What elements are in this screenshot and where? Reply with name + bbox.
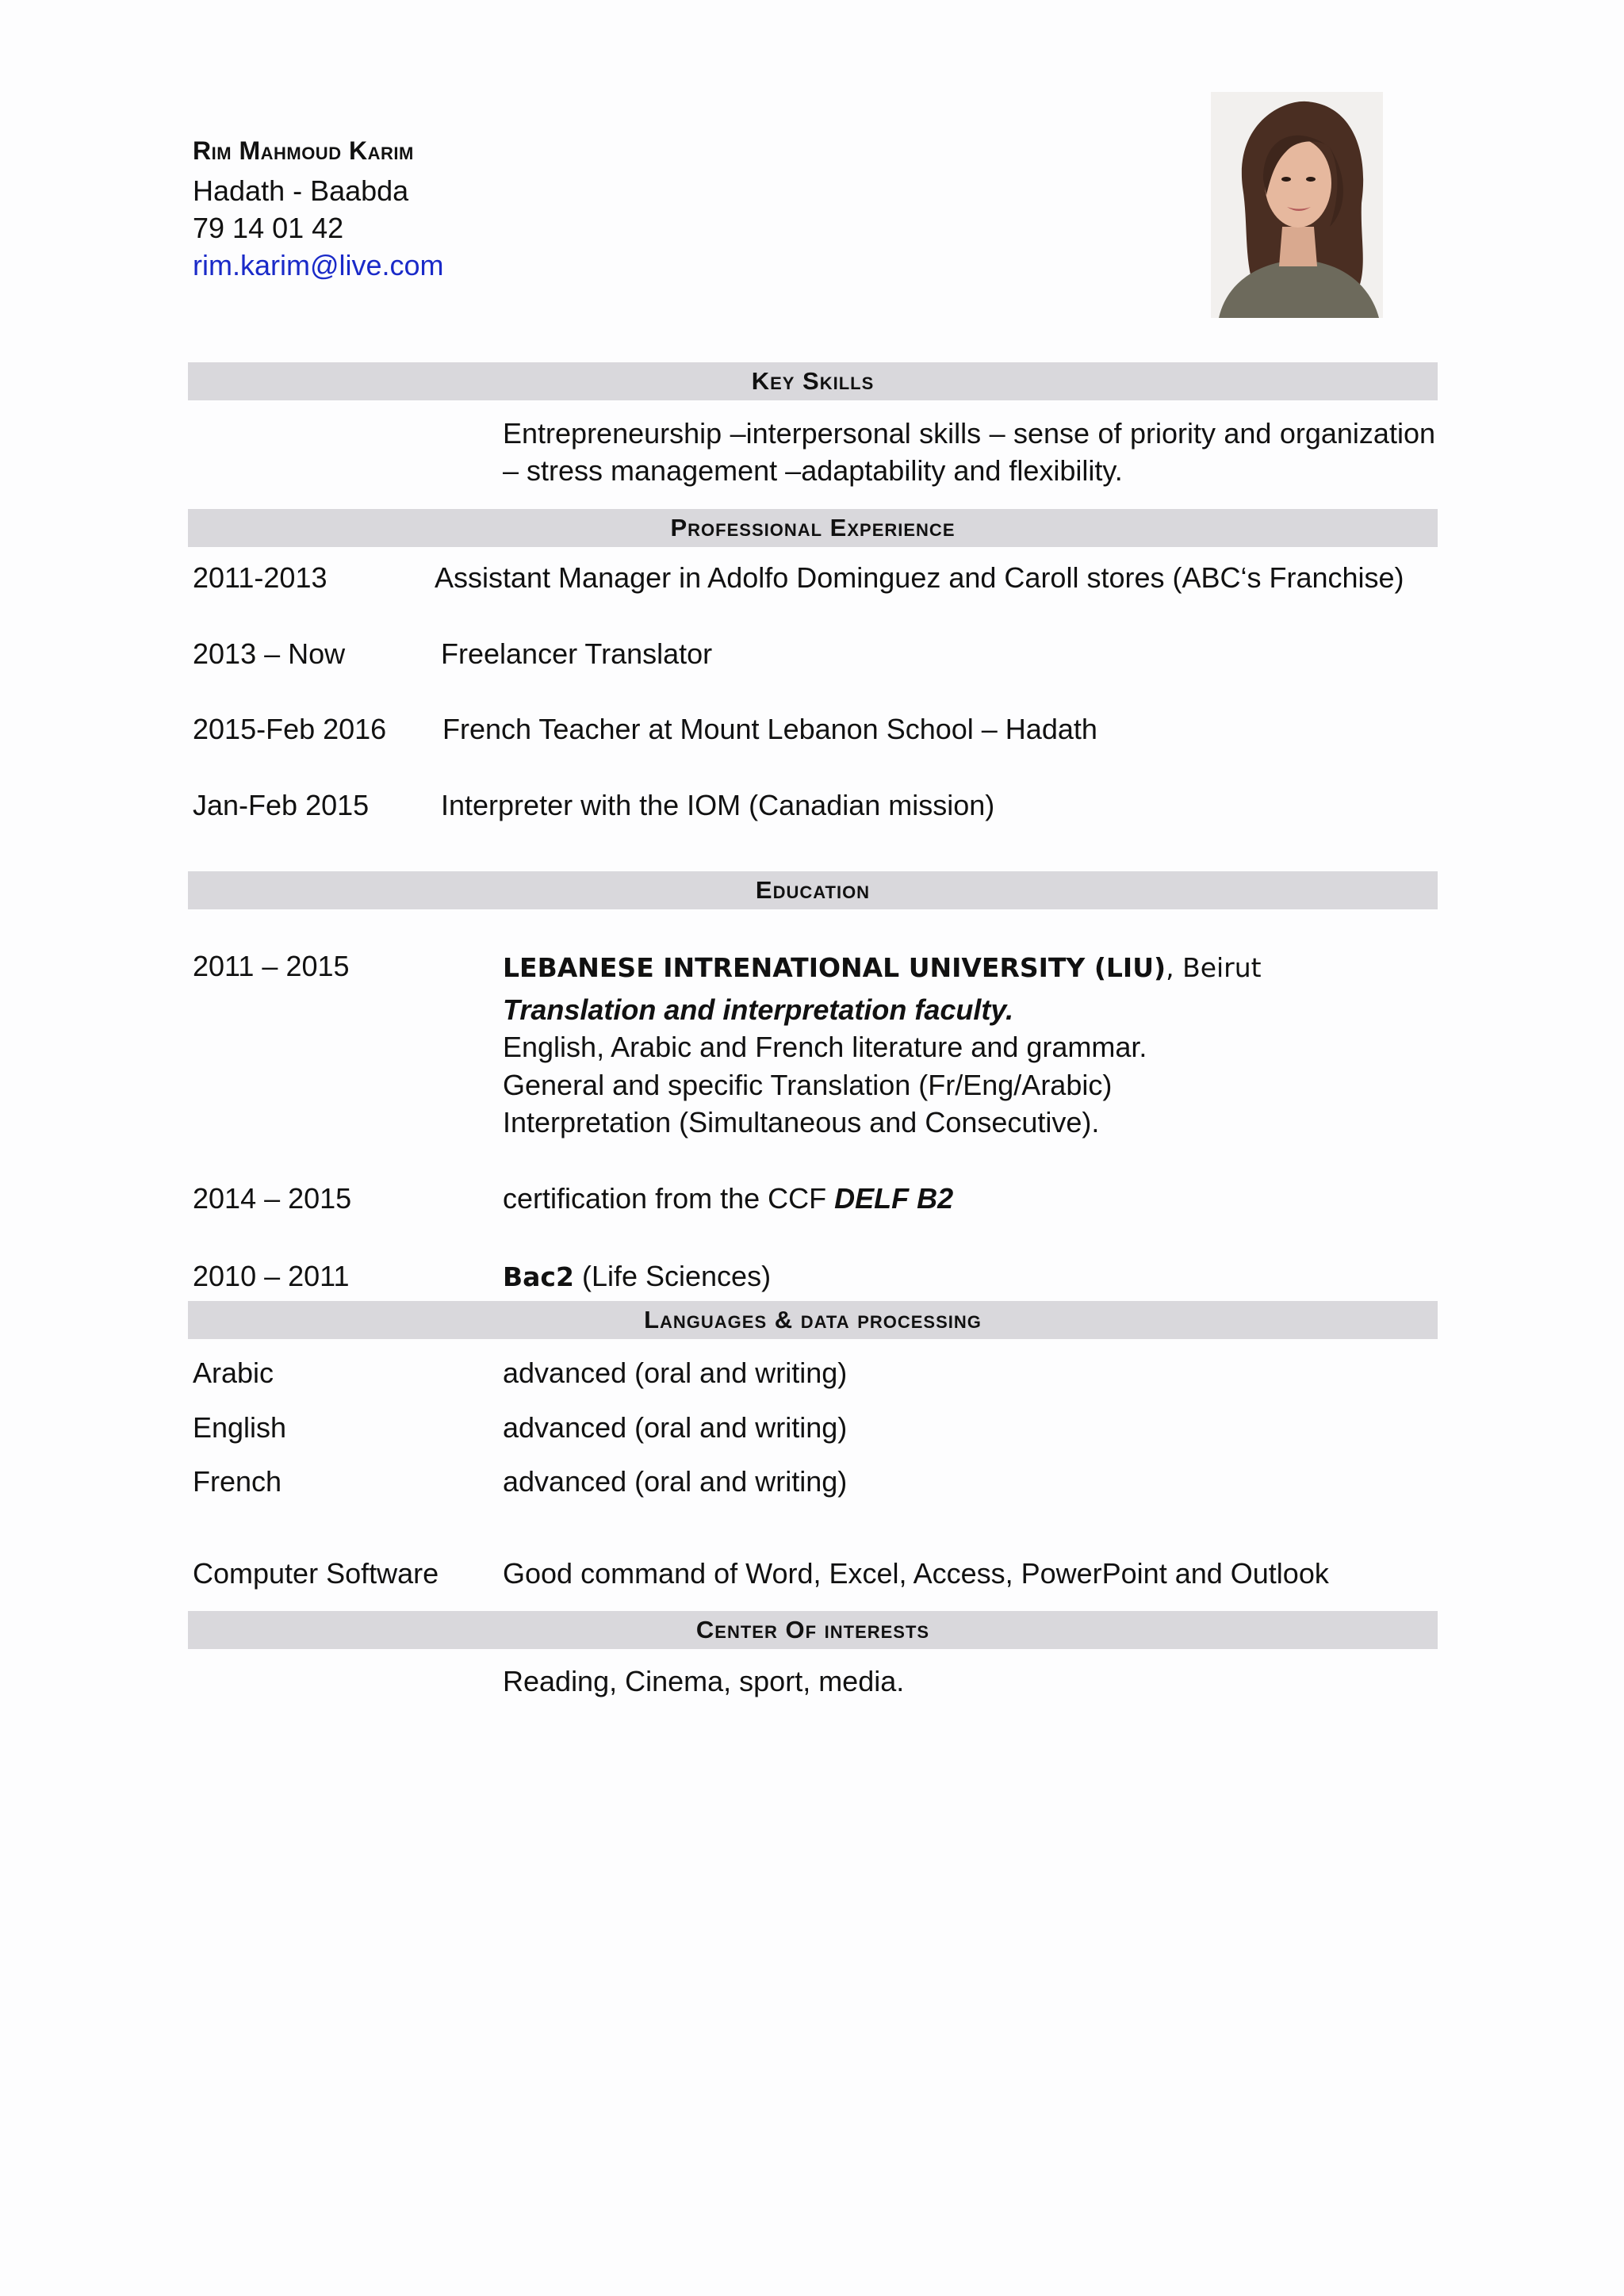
key-skills-header: Key Skills [188,362,1438,400]
candidate-name: Rim Mahmoud Karim [193,136,414,165]
languages-header: Languages & data processing [188,1301,1438,1339]
experience-date: Jan-Feb 2015 [193,789,370,821]
language-level: advanced (oral and writing) [503,1465,848,1498]
education-date: 2014 – 2015 [193,1182,352,1215]
interests-text: Reading, Cinema, sport, media. [503,1665,905,1697]
key-skills-text: Entrepreneurship –interpersonal skills – sense of priority and organization – stress management –adaptability and flexibility. [503,417,1435,487]
certification-text: certification from the CCF [503,1182,835,1215]
language-level: advanced (oral and writing) [503,1357,848,1389]
experience-date: 2011-2013 [193,561,327,594]
experience-description: Freelancer Translator [441,637,713,670]
education-course-line: Interpretation (Simultaneous and Consecutive). [503,1106,1100,1138]
school-city: , Beirut [1166,952,1262,983]
education-header: Education [188,871,1438,909]
experience-description: Assistant Manager in Adolfo Dominguez and Caroll stores (ABC‘s Franchise) [435,561,1404,594]
software-label: Computer Software [193,1557,439,1590]
portrait-image [1211,92,1383,318]
language-level: advanced (oral and writing) [503,1411,848,1444]
education-faculty: Translation and interpretation faculty. [503,993,1014,1026]
school-name: LEBANESE INTRENATIONAL UNIVERSITY (LIU) [503,952,1166,983]
diploma-detail: (Life Sciences) [573,1260,772,1292]
experience-header: Professional Experience [188,509,1438,547]
language-name: Arabic [193,1357,274,1389]
candidate-address: Hadath - Baabda [193,174,409,207]
diploma-name: Bac2 [503,1261,574,1292]
profile-photo [1211,92,1383,318]
experience-description: Interpreter with the IOM (Canadian mission) [441,789,995,821]
education-course-line: English, Arabic and French literature and grammar. [503,1031,1147,1063]
experience-description: French Teacher at Mount Lebanon School – Hadath [442,713,1097,745]
language-name: French [193,1465,282,1498]
certification-highlight: DELF B2 [834,1182,954,1215]
language-name: English [193,1411,287,1444]
software-text: Good command of Word, Excel, Access, PowerPoint and Outlook [503,1557,1329,1590]
education-diploma [503,1260,771,1293]
candidate-phone: 79 14 01 42 [193,212,344,244]
education-course-line: General and specific Translation (Fr/Eng/Arabic) [503,1069,1113,1101]
experience-date: 2013 – Now [193,637,346,670]
education-school [503,951,1262,984]
education-date: 2010 – 2011 [193,1260,350,1292]
education-date: 2011 – 2015 [193,950,350,982]
experience-date: 2015-Feb 2016 [193,713,387,745]
education-certification [503,1182,953,1215]
candidate-email-link[interactable]: rim.karim@live.com [193,249,444,281]
interests-header: Center Of interests [188,1611,1438,1649]
